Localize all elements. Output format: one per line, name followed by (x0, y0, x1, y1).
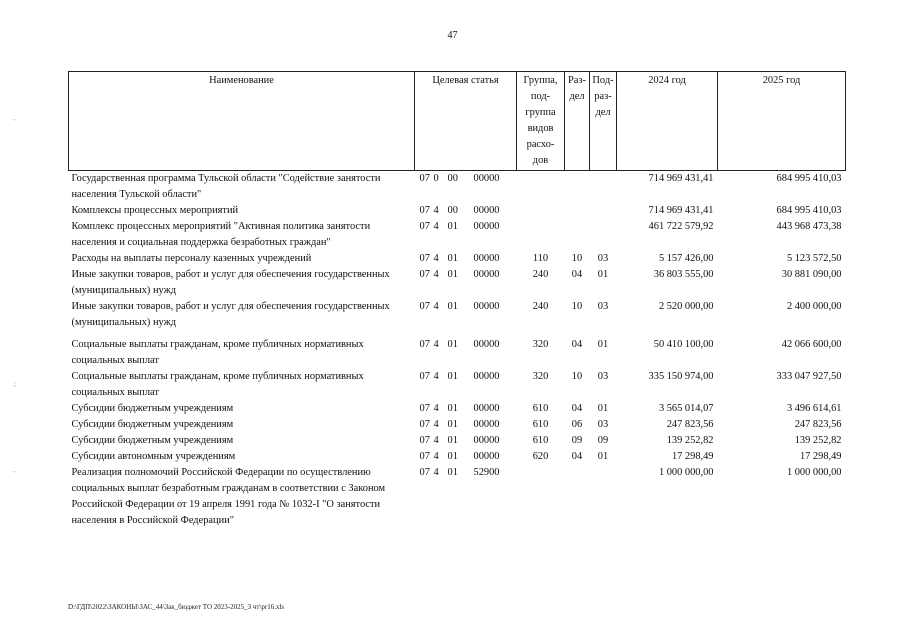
row-podrazdel: 03 (597, 253, 609, 264)
row-podrazdel (590, 203, 617, 219)
table-row (69, 203, 846, 219)
target-article-part: 00000 (473, 221, 500, 232)
row-expense-group (517, 465, 565, 529)
row-razdel: 10 (571, 253, 583, 264)
row-razdel: 04 (571, 403, 583, 414)
row-amount-2024: 461 722 579,92 (648, 221, 714, 232)
row-podrazdel (590, 171, 617, 204)
scan-mark: ' (14, 470, 16, 478)
target-article-part: 4 (433, 339, 439, 350)
row-expense-group: 610 (532, 435, 549, 446)
row-amount-2025: 684 995 410,03 (776, 205, 842, 216)
target-article-part: 07 (419, 253, 430, 264)
row-target-article (415, 203, 517, 219)
target-article-part: 00000 (473, 451, 500, 462)
scan-mark: ; (14, 380, 16, 388)
row-expense-group (517, 203, 565, 219)
target-article-part: 07 (419, 451, 430, 462)
header-podrazdel: Под- раз- дел (590, 72, 617, 171)
row-amount-2024: 714 969 431,41 (648, 173, 714, 184)
row-expense-group: 110 (532, 253, 549, 264)
table-row (69, 369, 846, 401)
target-article-part: 01 (447, 403, 458, 414)
row-target-article (415, 251, 517, 267)
row-podrazdel: 03 (597, 419, 609, 430)
table-row (69, 449, 846, 465)
row-target-article (415, 171, 517, 204)
header-2025: 2025 год (718, 72, 846, 171)
header-razdel: Раз- дел (565, 72, 590, 171)
row-name: Субсидии бюджетным учреждениям (71, 435, 234, 446)
row-razdel (565, 465, 590, 529)
row-name: Реализация полномочий Российской Федерации по осуществлению социальных выплат безработным гражданам в соответствии с Законом Российской Федерации от 19 апреля 1991 года № 1032-I "О занятости населения в Российской Федерации" (71, 467, 386, 526)
target-article-part: 4 (433, 301, 439, 312)
target-article-part: 01 (447, 451, 458, 462)
header-row (69, 72, 846, 171)
table-row (69, 401, 846, 417)
target-article-part: 01 (447, 301, 458, 312)
row-amount-2025: 17 298,49 (799, 451, 842, 462)
row-expense-group (517, 171, 565, 204)
row-razdel: 06 (571, 419, 583, 430)
target-article-part: 07 (419, 221, 430, 232)
target-article-part: 07 (419, 403, 430, 414)
target-article-part: 00000 (473, 371, 500, 382)
target-article-part: 4 (433, 467, 439, 478)
target-article-part: 4 (433, 221, 439, 232)
row-podrazdel: 01 (597, 339, 609, 350)
target-article-part: 4 (433, 451, 439, 462)
target-article-part: 00000 (473, 253, 500, 264)
target-article-part: 4 (433, 435, 439, 446)
row-amount-2024: 3 565 014,07 (658, 403, 714, 414)
target-article-part: 4 (433, 419, 439, 430)
target-article-part: 00000 (473, 205, 500, 216)
row-name: Социальные выплаты гражданам, кроме публичных нормативных социальных выплат (71, 371, 364, 398)
table-body (69, 171, 846, 530)
target-article-part: 01 (447, 467, 458, 478)
target-article-part: 00000 (473, 339, 500, 350)
row-target-article (415, 267, 517, 299)
row-expense-group: 320 (532, 371, 549, 382)
row-target-article (415, 299, 517, 331)
target-article-part: 01 (447, 221, 458, 232)
row-expense-group: 620 (532, 451, 549, 462)
row-amount-2025: 3 496 614,61 (786, 403, 842, 414)
row-razdel (565, 203, 590, 219)
row-amount-2024: 139 252,82 (666, 435, 714, 446)
row-target-article (415, 401, 517, 417)
table-row (69, 433, 846, 449)
target-article-part: 52900 (473, 467, 500, 478)
row-amount-2025: 247 823,56 (794, 419, 842, 430)
row-name: Субсидии автономным учреждениям (71, 451, 236, 462)
row-name: Расходы на выплаты персоналу казенных учреждений (71, 253, 312, 264)
target-article-part: 01 (447, 269, 458, 280)
row-razdel: 10 (571, 301, 583, 312)
row-target-article (415, 433, 517, 449)
header-target-article: Целевая статья (415, 72, 517, 171)
row-amount-2025: 443 968 473,38 (776, 221, 842, 232)
target-article-part: 00000 (473, 403, 500, 414)
row-name: Субсидии бюджетным учреждениям (71, 419, 234, 430)
header-expense-group: Группа, под- группа видов расхо- дов (517, 72, 565, 171)
target-article-part: 07 (419, 269, 430, 280)
row-name: Государственная программа Тульской области "Содействие занятости населения Тульской области" (71, 173, 381, 200)
row-podrazdel: 03 (597, 371, 609, 382)
row-amount-2024: 36 803 555,00 (653, 269, 714, 280)
header-2024: 2024 год (617, 72, 718, 171)
row-razdel (565, 219, 590, 251)
row-razdel: 10 (571, 371, 583, 382)
target-article-part: 01 (447, 435, 458, 446)
target-article-part: 4 (433, 205, 439, 216)
row-amount-2025: 1 000 000,00 (786, 467, 842, 478)
budget-table (68, 71, 846, 529)
target-article-part: 00000 (473, 173, 500, 184)
row-amount-2025: 5 123 572,50 (786, 253, 842, 264)
target-article-part: 01 (447, 253, 458, 264)
table-row (69, 337, 846, 369)
row-name: Комплекс процессных мероприятий "Активная политика занятости населения и социальная поддержка безработных граждан" (71, 221, 371, 248)
row-name: Социальные выплаты гражданам, кроме публичных нормативных социальных выплат (71, 339, 364, 366)
row-target-article (415, 219, 517, 251)
row-name: Комплексы процессных мероприятий (71, 205, 239, 216)
row-amount-2025: 42 066 600,00 (781, 339, 842, 350)
target-article-part: 01 (447, 371, 458, 382)
row-expense-group (517, 219, 565, 251)
table-row (69, 299, 846, 331)
row-podrazdel (590, 219, 617, 251)
row-name: Иные закупки товаров, работ и услуг для обеспечения государственных (муниципальных) нужд (71, 301, 390, 328)
target-article-part: 07 (419, 435, 430, 446)
row-amount-2024: 2 520 000,00 (658, 301, 714, 312)
target-article-part: 07 (419, 173, 430, 184)
target-article-part: 4 (433, 269, 439, 280)
row-name: Иные закупки товаров, работ и услуг для обеспечения государственных (муниципальных) нужд (71, 269, 390, 296)
row-amount-2024: 50 410 100,00 (653, 339, 714, 350)
row-podrazdel: 01 (597, 403, 609, 414)
row-expense-group: 240 (532, 269, 549, 280)
row-target-article (415, 337, 517, 369)
target-article-part: 07 (419, 419, 430, 430)
target-article-part: 0 (433, 173, 439, 184)
table-row (69, 465, 846, 529)
row-amount-2025: 139 252,82 (794, 435, 842, 446)
row-expense-group: 610 (532, 419, 549, 430)
row-expense-group: 610 (532, 403, 549, 414)
target-article-part: 00000 (473, 419, 500, 430)
table-row (69, 417, 846, 433)
table-row (69, 171, 846, 204)
header-name: Наименование (69, 72, 415, 171)
target-article-part: 00 (447, 205, 458, 216)
row-razdel: 04 (571, 339, 583, 350)
table-row (69, 251, 846, 267)
target-article-part: 4 (433, 403, 439, 414)
target-article-part: 01 (447, 339, 458, 350)
target-article-part: 07 (419, 339, 430, 350)
row-amount-2024: 714 969 431,41 (648, 205, 714, 216)
row-amount-2024: 17 298,49 (671, 451, 714, 462)
row-expense-group: 320 (532, 339, 549, 350)
row-target-article (415, 449, 517, 465)
row-razdel: 09 (571, 435, 583, 446)
target-article-part: 4 (433, 253, 439, 264)
target-article-part: 00000 (473, 301, 500, 312)
row-razdel (565, 171, 590, 204)
target-article-part: 07 (419, 467, 430, 478)
target-article-part: 4 (433, 371, 439, 382)
row-razdel: 04 (571, 269, 583, 280)
row-amount-2025: 333 047 927,50 (776, 371, 842, 382)
row-amount-2024: 1 000 000,00 (658, 467, 714, 478)
row-podrazdel: 01 (597, 451, 609, 462)
target-article-part: 00000 (473, 269, 500, 280)
row-podrazdel: 09 (597, 435, 609, 446)
row-target-article (415, 417, 517, 433)
table-row (69, 219, 846, 251)
row-name: Субсидии бюджетным учреждениям (71, 403, 234, 414)
row-expense-group: 240 (532, 301, 549, 312)
row-podrazdel (590, 465, 617, 529)
row-amount-2024: 5 157 426,00 (658, 253, 714, 264)
row-amount-2025: 2 400 000,00 (786, 301, 842, 312)
target-article-part: 00 (447, 173, 458, 184)
row-razdel: 04 (571, 451, 583, 462)
target-article-part: 07 (419, 371, 430, 382)
target-article-part: 07 (419, 301, 430, 312)
row-podrazdel: 01 (597, 269, 609, 280)
row-amount-2025: 684 995 410,03 (776, 173, 842, 184)
page-number: 47 (447, 30, 458, 41)
file-path-footer: D:\ГДП\2022\ЗАКОНЫ\ЗАС_44\Зак_бюджет ТО 2023-2025_3 чт\pr16.xls (68, 603, 285, 611)
target-article-part: 01 (447, 419, 458, 430)
row-amount-2024: 247 823,56 (666, 419, 714, 430)
target-article-part: 07 (419, 205, 430, 216)
row-amount-2025: 30 881 090,00 (781, 269, 842, 280)
row-target-article (415, 369, 517, 401)
table-row (69, 267, 846, 299)
row-amount-2024: 335 150 974,00 (648, 371, 714, 382)
row-podrazdel: 03 (597, 301, 609, 312)
scan-mark: ' (14, 118, 16, 126)
row-target-article (415, 465, 517, 529)
target-article-part: 00000 (473, 435, 500, 446)
